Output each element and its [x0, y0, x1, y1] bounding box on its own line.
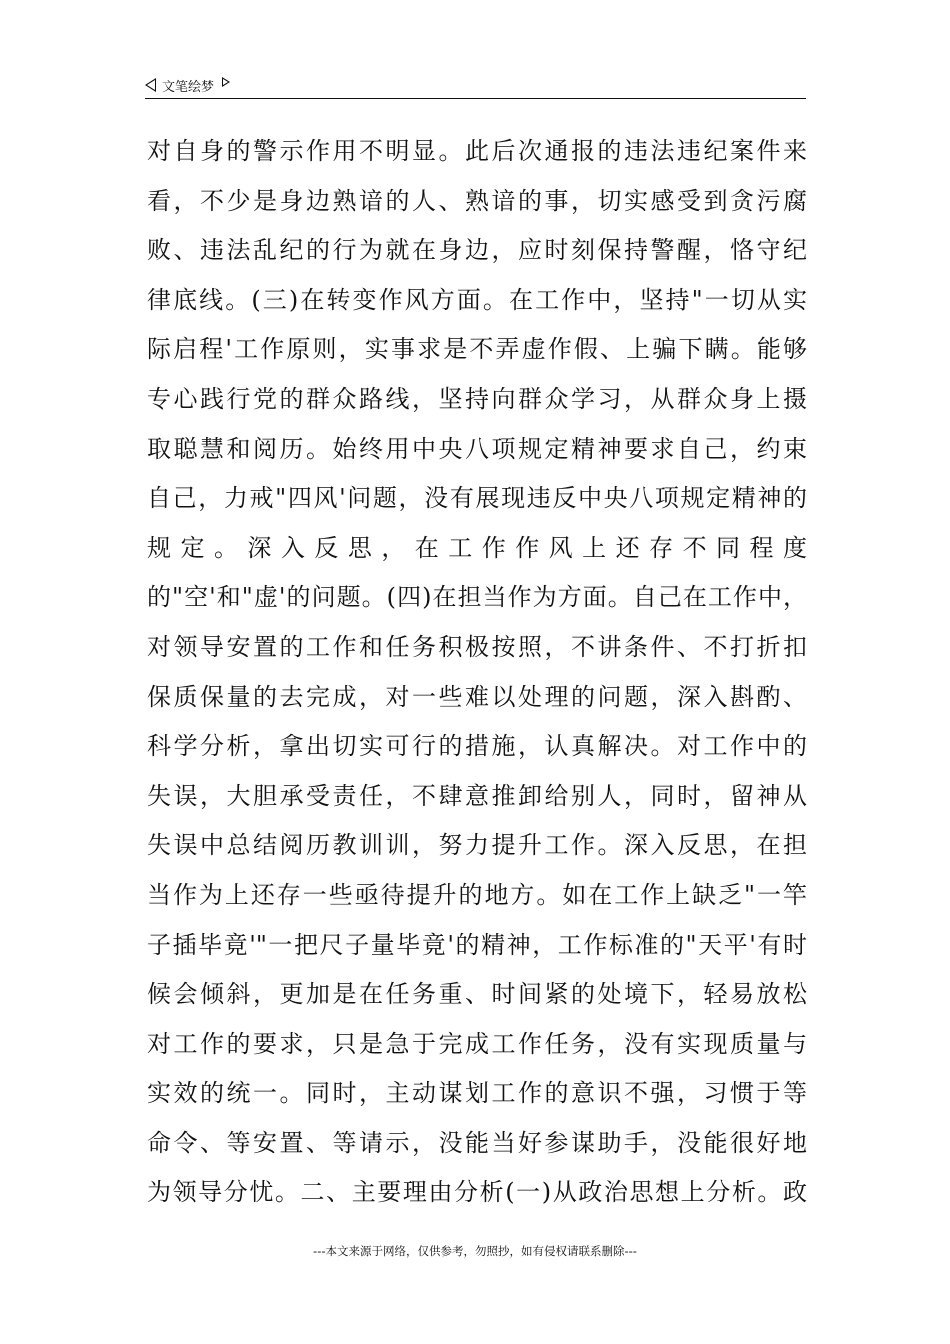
page-footer-disclaimer: ---本文来源于网络，仅供参考，勿照抄，如有侵权请联系删除---	[313, 1244, 637, 1258]
body-line: 命令、等安置、等请示，没能当好参谋助手，没能很好地	[147, 1128, 807, 1157]
body-line: 失误，大胆承受责任，不肆意推卸给别人，同时，留神从	[147, 781, 807, 810]
body-line: 规定。深入反思，在工作作风上还存不同程度	[147, 533, 807, 562]
triangle-left-icon	[145, 78, 156, 92]
body-line: 失误中总结阅历教训训，努力提升工作。深入反思，在担	[147, 831, 807, 860]
triangle-right-icon	[222, 77, 230, 87]
body-line: 当作为上还存一些亟待提升的地方。如在工作上缺乏"一竿	[147, 880, 807, 909]
body-line: 的"空'和"虚'的问题。(四)在担当作为方面。自己在工作中，	[147, 583, 807, 612]
body-line: 对自身的警示作用不明显。此后次通报的违法违纪案件来	[147, 137, 807, 165]
body-line: 保质保量的去完成，对一些难以处理的问题，深入斟酌、	[147, 682, 807, 711]
page-header	[145, 72, 805, 98]
body-line: 际启程'工作原则，实事求是不弄虚作假、上骗下瞒。能够	[147, 335, 807, 364]
body-line: 律底线。(三)在转变作风方面。在工作中，坚持"一切从实	[147, 285, 807, 314]
body-line: 对工作的要求，只是急于完成工作任务，没有实现质量与	[147, 1029, 807, 1058]
header-divider	[145, 98, 806, 99]
body-line: 败、违法乱纪的行为就在身边，应时刻保持警醒，恪守纪	[147, 236, 807, 265]
body-line: 看，不少是身边熟谙的人、熟谙的事，切实感受到贪污腐	[147, 186, 807, 215]
body-line: 自己，力戒"四风'问题，没有展现违反中央八项规定精神的	[147, 484, 807, 513]
body-line: 子插毕竟'"一把尺子量毕竟'的精神，工作标准的"天平'有时	[147, 930, 807, 959]
body-line: 实效的统一。同时，主动谋划工作的意识不强，习惯于等	[147, 1079, 807, 1108]
body-line: 专心践行党的群众路线，坚持向群众学习，从群众身上摄	[147, 384, 807, 413]
body-line: 为领导分忧。二、主要理由分析(一)从政治思想上分析。政	[147, 1178, 807, 1207]
body-line: 对领导安置的工作和任务积极按照，不讲条件、不打折扣	[147, 632, 807, 661]
body-line: 候会倾斜，更加是在任务重、时间紧的处境下，轻易放松	[147, 980, 807, 1009]
body-line: 取聪慧和阅历。始终用中央八项规定精神要求自己，约束	[147, 434, 807, 463]
body-line: 科学分析，拿出切实可行的措施，认真解决。对工作中的	[147, 732, 807, 761]
document-body	[147, 127, 807, 1218]
header-title: 文笔绘梦	[162, 79, 215, 95]
